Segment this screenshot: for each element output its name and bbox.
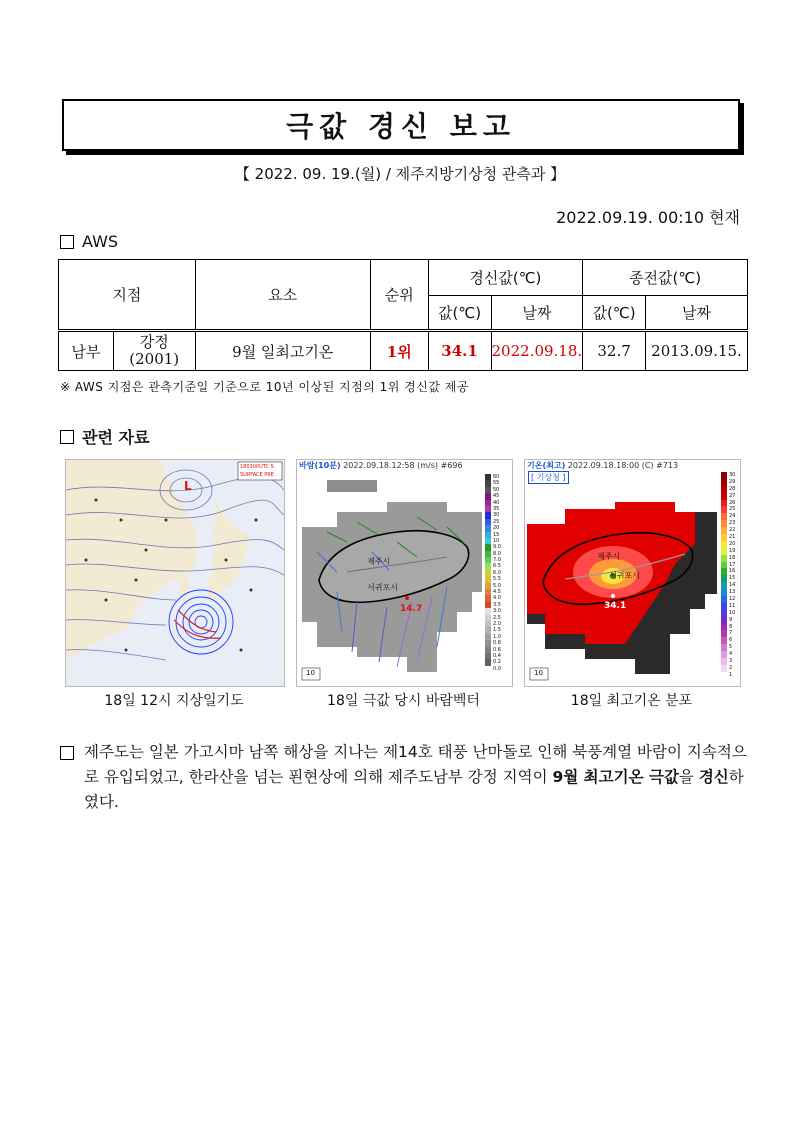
legend-label: 21 <box>729 534 736 541</box>
legend-label: 4.5 <box>493 589 501 596</box>
legend-swatch <box>721 562 727 569</box>
report-title: 극값 경신 보고 <box>62 99 740 151</box>
legend-entry <box>721 479 740 486</box>
checkbox-square-icon <box>60 235 74 249</box>
weather-map-image <box>65 459 285 687</box>
legend-label: 1.0 <box>493 633 501 640</box>
legend-label: 5.5 <box>493 576 501 583</box>
wind-map-graphic <box>297 472 487 686</box>
legend-swatch <box>721 596 727 603</box>
legend-label: 20 <box>493 525 500 532</box>
summary-paragraph <box>60 740 750 815</box>
legend-label: 18 <box>729 554 736 561</box>
legend-label: 7 <box>729 630 733 637</box>
legend-entry <box>721 555 740 562</box>
legend-label: 25 <box>729 506 736 513</box>
temp-header-label: 기온(최고) <box>527 461 566 470</box>
legend-label: 7.0 <box>493 557 501 564</box>
legend-label: 3.0 <box>493 608 501 615</box>
legend-swatch <box>721 575 727 582</box>
wind-label-jeju: 제주시 <box>367 557 391 566</box>
legend-label: 0.2 <box>493 659 501 666</box>
weather-map-stamp-time: 180300UTC S <box>240 464 274 470</box>
summary-bold-renewed: 경신 <box>698 768 729 786</box>
cell-region: 남부 <box>59 331 114 371</box>
as-of-timestamp: 2022.09.19. 00:10 현재 <box>556 208 740 227</box>
header-old-val: 값(℃) <box>583 296 646 331</box>
legend-swatch <box>721 472 727 479</box>
legend-entry <box>721 630 740 637</box>
legend-label: 1.5 <box>493 627 501 634</box>
legend-label: 15 <box>729 575 736 582</box>
legend-swatch <box>721 500 727 507</box>
weather-map-stamp-type: SURFACE PRE <box>240 472 274 478</box>
legend-label: 55 <box>493 480 500 487</box>
header-station: 지점 <box>59 260 196 331</box>
legend-swatch <box>721 541 727 548</box>
cell-station <box>113 331 195 371</box>
cell-element: 9월 일최고기온 <box>195 331 370 371</box>
legend-label: 0.0 <box>493 665 501 672</box>
legend-swatch <box>721 493 727 500</box>
section-related-heading <box>60 425 149 448</box>
legend-swatch <box>721 637 727 644</box>
legend-entry <box>485 666 511 672</box>
legend-label: 3.5 <box>493 601 501 608</box>
checkbox-square-icon <box>60 430 74 444</box>
wind-header <box>299 460 463 471</box>
legend-label: 8.0 <box>493 550 501 557</box>
wind-scale-box: 10 <box>306 669 315 677</box>
weather-map-graphic <box>66 460 284 686</box>
legend-entry <box>721 617 740 624</box>
header-element: 요소 <box>195 260 370 331</box>
legend-swatch <box>721 506 727 513</box>
legend-entry <box>721 520 740 527</box>
header-old-date: 날짜 <box>646 296 748 331</box>
legend-label: 4 <box>729 651 733 658</box>
legend-label: 8 <box>729 623 733 630</box>
legend-label: 16 <box>729 568 736 575</box>
legend-swatch <box>721 520 727 527</box>
aws-note: ※ AWS 지점은 관측기준일 기준으로 10년 이상된 지점의 1위 경신값 제공 <box>60 380 469 394</box>
temp-badge: [ 기상청 ] <box>528 471 569 484</box>
wind-header-info: 2022.09.18.12:58 (m/s) #696 <box>343 461 463 470</box>
legend-entry <box>721 658 740 665</box>
legend-swatch <box>721 610 727 617</box>
legend-label: 23 <box>729 520 736 527</box>
header-new-value: 경신값(℃) <box>428 260 583 296</box>
header-new-date: 날짜 <box>491 296 583 331</box>
wind-vector-image <box>296 459 513 687</box>
summary-text-2: 을 <box>678 768 699 786</box>
legend-label: 19 <box>729 547 736 554</box>
cell-new-date: 2022.09.18. <box>491 331 583 371</box>
summary-text-3: 하였다. <box>84 768 744 811</box>
legend-label: 9 <box>729 616 733 623</box>
legend-label: 13 <box>729 589 736 596</box>
legend-entry <box>721 534 740 541</box>
max-temp-image <box>524 459 741 687</box>
legend-label: 10 <box>729 609 736 616</box>
legend-swatch <box>721 665 727 672</box>
legend-entry <box>721 548 740 555</box>
legend-entry <box>721 637 740 644</box>
temp-label-jeju: 제주시 <box>597 552 621 561</box>
legend-entry <box>721 472 740 479</box>
legend-swatch <box>721 582 727 589</box>
legend-label: 30 <box>493 512 500 519</box>
legend-swatch <box>721 589 727 596</box>
temp-map-graphic <box>525 484 721 686</box>
legend-label: 0.4 <box>493 652 501 659</box>
legend-label: 12 <box>729 596 736 603</box>
legend-entry <box>721 506 740 513</box>
legend-label: 25 <box>493 518 500 525</box>
legend-label: 50 <box>493 486 500 493</box>
legend-entry <box>721 589 740 596</box>
legend-label: 15 <box>493 531 500 538</box>
legend-label: 29 <box>729 478 736 485</box>
legend-swatch <box>721 672 727 679</box>
section-related-label: 관련 자료 <box>82 428 150 447</box>
legend-swatch <box>721 630 727 637</box>
legend-label: 9.0 <box>493 544 501 551</box>
temp-header <box>527 460 678 471</box>
header-new-val: 값(℃) <box>428 296 491 331</box>
legend-entry <box>721 596 740 603</box>
header-rank: 순위 <box>370 260 428 331</box>
section-aws-heading <box>60 232 118 251</box>
svg-text:L: L <box>184 479 192 493</box>
legend-entry <box>721 582 740 589</box>
legend-label: 40 <box>493 499 500 506</box>
weather-map-caption: 18일 12시 지상일기도 <box>104 693 244 709</box>
legend-label: 60 <box>493 474 500 480</box>
wind-label-seogwipo: 서귀포시 <box>367 583 398 592</box>
legend-entry <box>721 644 740 651</box>
legend-label: 0.6 <box>493 646 501 653</box>
table-row <box>59 331 748 371</box>
legend-label: 27 <box>729 492 736 499</box>
legend-swatch <box>721 568 727 575</box>
cell-new-value: 34.1 <box>428 331 491 371</box>
station-code: (2001) <box>129 350 180 368</box>
header-old-value: 종전값(℃) <box>583 260 748 296</box>
legend-swatch <box>721 651 727 658</box>
report-subtitle: 【 2022. 09. 19.(월) / 제주지방기상청 관측과 】 <box>234 165 566 183</box>
legend-entry <box>721 610 740 617</box>
legend-label: 35 <box>493 505 500 512</box>
legend-label: 5 <box>729 644 733 651</box>
legend-label: 2.5 <box>493 614 501 621</box>
legend-swatch <box>721 617 727 624</box>
section-aws-label: AWS <box>82 232 119 251</box>
legend-label: 6.5 <box>493 563 501 570</box>
legend-entry <box>721 665 740 672</box>
legend-label: 45 <box>493 493 500 500</box>
legend-entry <box>721 568 740 575</box>
legend-label: 30 <box>729 472 736 478</box>
legend-entry <box>721 624 740 631</box>
legend-label: 6.0 <box>493 569 501 576</box>
legend-swatch <box>721 548 727 555</box>
cell-old-date: 2013.09.15. <box>646 331 748 371</box>
legend-swatch <box>721 658 727 665</box>
legend-label: 20 <box>729 540 736 547</box>
legend-label: 10 <box>493 537 500 544</box>
legend-entry <box>721 562 740 569</box>
legend-entry <box>721 651 740 658</box>
cell-rank: 1위 <box>370 331 428 371</box>
temp-scale-box: 10 <box>534 669 543 677</box>
legend-entry <box>721 575 740 582</box>
legend-swatch <box>721 527 727 534</box>
temp-header-info: 2022.09.18.18:00 (C) #713 <box>567 461 679 470</box>
legend-swatch <box>721 644 727 651</box>
temp-legend <box>721 472 740 679</box>
legend-label: 3 <box>729 658 733 665</box>
legend-entry <box>721 541 740 548</box>
legend-entry <box>721 513 740 520</box>
legend-swatch <box>721 479 727 486</box>
legend-entry <box>721 527 740 534</box>
legend-swatch <box>721 486 727 493</box>
legend-entry <box>721 486 740 493</box>
legend-label: 28 <box>729 485 736 492</box>
legend-label: 1 <box>729 671 733 678</box>
legend-label: 14 <box>729 582 736 589</box>
legend-swatch <box>485 666 491 672</box>
temp-peak-value: 34.1 <box>604 601 627 611</box>
station-name: 강정 <box>139 333 169 351</box>
temp-label-seogwipo: 서귀포시 <box>609 571 640 580</box>
legend-label: 26 <box>729 499 736 506</box>
legend-label: 17 <box>729 561 736 568</box>
legend-label: 2.0 <box>493 620 501 627</box>
wind-peak-value: 14.7 <box>400 604 423 614</box>
legend-swatch <box>721 624 727 631</box>
summary-text-1: 제주도는 일본 가고시마 남쪽 해상을 지나는 제14호 태풍 난마돌로 인해 북풍계열 바람이 지속적으로 유입되었고, 한라산을 넘는 푄현상에 의해 제주도남부 강정 지역이 <box>84 743 747 786</box>
checkbox-square-icon <box>60 746 74 760</box>
summary-bold-record: 9월 최고기온 극값 <box>552 768 679 786</box>
legend-swatch <box>721 534 727 541</box>
legend-label: 24 <box>729 513 736 520</box>
legend-label: 11 <box>729 602 736 609</box>
legend-entry <box>721 493 740 500</box>
legend-swatch <box>721 603 727 610</box>
legend-entry <box>721 672 740 679</box>
wind-header-label: 바람(10분) <box>299 461 341 470</box>
legend-label: 6 <box>729 637 733 644</box>
legend-label: 0.8 <box>493 640 501 647</box>
legend-label: 5.0 <box>493 582 501 589</box>
legend-label: 4.0 <box>493 595 501 602</box>
record-table <box>58 259 748 371</box>
wind-caption: 18일 극값 당시 바람벡터 <box>327 693 480 709</box>
legend-swatch <box>721 513 727 520</box>
legend-label: 22 <box>729 527 736 534</box>
wind-legend <box>485 474 511 672</box>
temp-caption: 18일 최고기온 분포 <box>570 693 693 709</box>
weather-map-stamp <box>240 463 282 479</box>
legend-label: 2 <box>729 664 733 671</box>
legend-entry <box>721 603 740 610</box>
legend-swatch <box>721 555 727 562</box>
legend-entry <box>721 500 740 507</box>
cell-old-value: 32.7 <box>583 331 646 371</box>
